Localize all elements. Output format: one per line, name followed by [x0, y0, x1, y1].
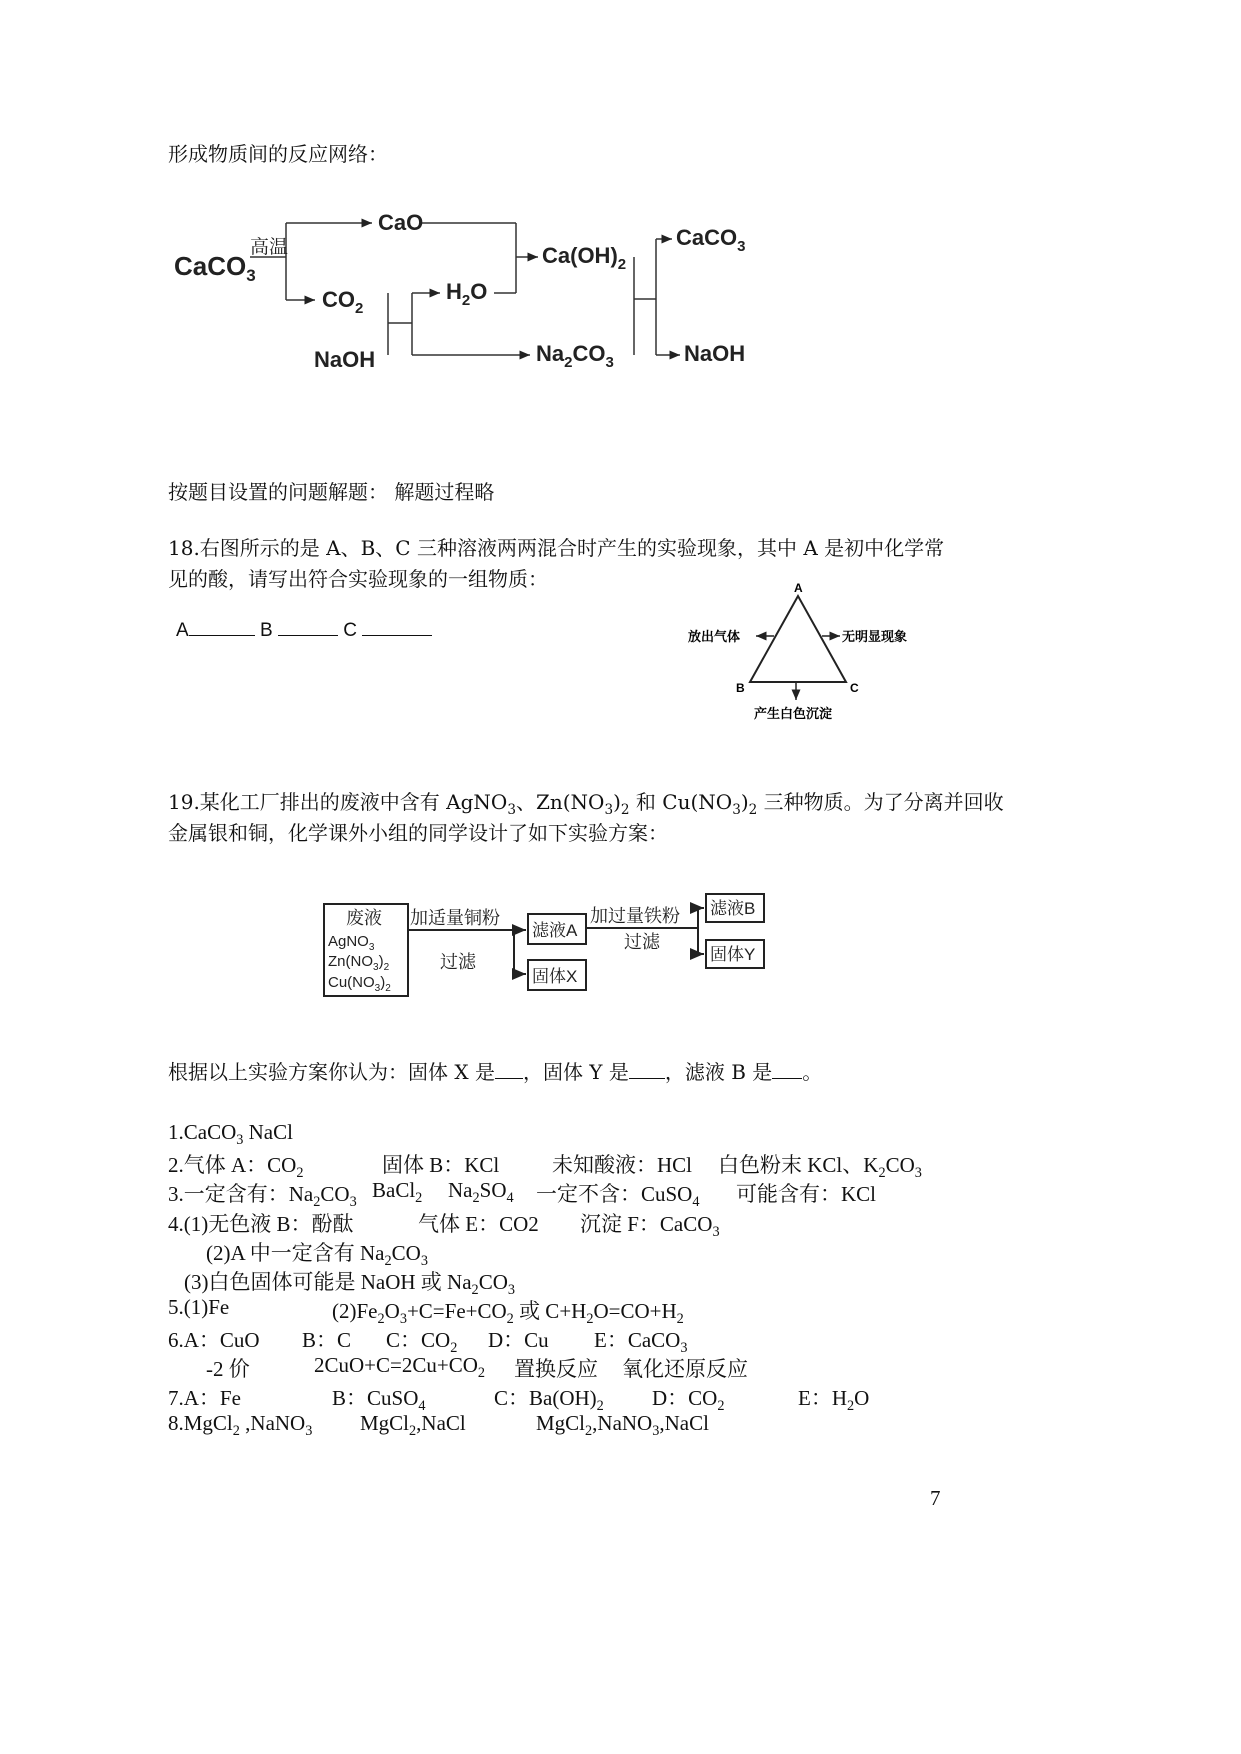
- network-caco3-left: CaCO$_3$: [174, 251, 256, 285]
- tri-right-label: 无明显现象: [842, 630, 908, 645]
- answer-3-excluded: 一定不含：CuSO$_4$: [536, 1182, 700, 1211]
- answer-3-possible: 可能含有：KCl: [736, 1182, 877, 1206]
- answer-5: 5.(1)Fe: [168, 1295, 230, 1319]
- answer-7-c: C：$Ba(OH)_2$: [494, 1386, 604, 1415]
- answer-5-2: $(2)Fe_2O_3+C=Fe+CO_2$ 或 $C+H_2O=CO+H_2$: [332, 1299, 684, 1328]
- tri-label-b: B: [736, 681, 745, 695]
- answer-8-3: MgCl$_2$,NaNO$_3$,NaCl: [536, 1411, 709, 1440]
- answer-6-d: D：Cu: [488, 1328, 549, 1352]
- q18-line1: 18.右图所示的是 A、B、C 三种溶液两两混合时产生的实验现象，其中 A 是初中化学常: [168, 536, 945, 560]
- q19-flow-diagram: [318, 886, 778, 1006]
- tri-label-a: A: [794, 581, 803, 595]
- answer-4-gas: 气体 E：CO2: [418, 1212, 539, 1236]
- blank-solid-y[interactable]: [629, 1060, 665, 1079]
- solve-line: 按题目设置的问题解题： 解题过程略: [168, 480, 495, 504]
- tri-left-label: 放出气体: [688, 630, 741, 645]
- flow-filtrate-a: 滤液A: [532, 921, 578, 940]
- q19-line2: 金属银和铜，化学课外小组的同学设计了如下实验方案：: [168, 821, 668, 845]
- answer-4-3: (3)白色固体可能是 NaOH 或 $Na_2CO_3$: [184, 1270, 516, 1299]
- network-caoh2: $Ca(OH)_2$: [542, 243, 627, 273]
- answer-6-e: E：CaCO$_3$: [594, 1328, 688, 1357]
- answer-3-bacl2: BaCl$_2$: [372, 1178, 423, 1207]
- network-naoh-left: NaOH: [314, 347, 376, 372]
- answer-8-2: MgCl$_2$,NaCl: [360, 1411, 466, 1440]
- answer-6b-equation: $2CuO+C=2Cu+CO_2$: [314, 1353, 486, 1382]
- flow-box1-zn: $Zn(NO_3)_2$: [328, 953, 390, 973]
- flow-step2-bot: 过滤: [624, 932, 660, 952]
- answer-2-solid-b: 固体 B：KCl: [382, 1153, 500, 1177]
- q19-line1: 19.某化工厂排出的废液中含有 AgNO$_3$、$Zn(NO_3)_2$ 和 $Cu(NO_3)_2$ 三种物质。为了分离并回收: [168, 790, 1004, 818]
- answer-6b-type2: 氧化还原反应: [622, 1357, 748, 1381]
- answer-6b-valence: -2 价: [206, 1357, 250, 1381]
- answer-6: 6.A：CuO: [168, 1328, 260, 1352]
- answer-4-precipitate: 沉淀 F：CaCO$_3$: [580, 1212, 720, 1241]
- flow-solid-x: 固体X: [532, 967, 578, 986]
- answer-3: 3.一定含有：$Na_2CO_3$: [168, 1182, 357, 1211]
- answer-1: 1.CaCO$_3$ NaCl: [168, 1120, 293, 1149]
- q18-label-b: B: [259, 620, 273, 641]
- network-h2o: $H_2O$: [446, 279, 488, 309]
- answer-3-na2so4: $Na_2SO_4$: [448, 1178, 514, 1207]
- reaction-network-diagram: [160, 195, 780, 395]
- flow-step1-top: 加适量铜粉: [410, 908, 500, 928]
- network-cao: CaO: [378, 210, 424, 235]
- q19-conclusion: 根据以上实验方案你认为：固体 X 是 ，固体 Y 是 ，滤液 B 是 。: [168, 1060, 823, 1084]
- answer-7-e: E：$H_2O$: [798, 1386, 870, 1415]
- flow-filtrate-b: 滤液B: [710, 899, 756, 918]
- q18-blank-c[interactable]: [362, 617, 432, 636]
- answer-7-b: B：CuSO$_4$: [332, 1386, 426, 1415]
- flow-step1-bot: 过滤: [440, 952, 476, 972]
- answer-2: 2.气体 A：$CO_2$: [168, 1153, 304, 1182]
- intro-text: 形成物质间的反应网络：: [168, 142, 388, 166]
- q18-triangle-diagram: [680, 576, 930, 726]
- network-na2co3: $Na_2CO_3$: [536, 341, 614, 371]
- network-caco3-right: CaCO$_3$: [676, 225, 746, 255]
- q18-answer-line: [176, 617, 432, 642]
- answer-7-d: D：$CO_2$: [652, 1386, 725, 1415]
- tri-bottom-label: 产生白色沉淀: [754, 707, 833, 722]
- network-high-temp: 高温: [250, 236, 289, 258]
- blank-solid-x[interactable]: [495, 1060, 523, 1079]
- flow-box1-title: 废液: [346, 908, 382, 928]
- answer-8: 8.MgCl$_2$ ,NaNO$_3$: [168, 1411, 313, 1440]
- network-naoh-right: NaOH: [684, 341, 746, 366]
- q18-line2: 见的酸，请写出符合实验现象的一组物质：: [168, 567, 548, 591]
- network-co2: $CO_2$: [322, 287, 364, 317]
- flow-step2-top: 加过量铁粉: [590, 906, 680, 926]
- answer-7: 7.A：Fe: [168, 1386, 241, 1410]
- answer-6-b: B：C: [302, 1328, 352, 1352]
- q18-blank-a[interactable]: [189, 617, 255, 636]
- flow-box1-cu: $Cu(NO_3)_2$: [328, 974, 391, 994]
- answer-6b-type1: 置换反应: [514, 1357, 598, 1381]
- answer-2-acid: 未知酸液：HCl: [552, 1153, 693, 1177]
- q18-blank-b[interactable]: [278, 617, 338, 636]
- tri-label-c: C: [850, 681, 859, 695]
- answer-4: 4.(1)无色液 B：酚酞: [168, 1212, 354, 1236]
- answer-4-2: (2)A 中一定含有 $Na_2CO_3$: [206, 1241, 428, 1270]
- page-number: 7: [930, 1486, 941, 1510]
- answer-6-c: C：$CO_2$: [386, 1328, 458, 1357]
- flow-solid-y: 固体Y: [710, 945, 756, 964]
- q18-label-c: C: [343, 620, 357, 641]
- q18-label-a: A: [176, 620, 189, 641]
- answer-2-powder: 白色粉末 KCl、$K_2CO_3$: [718, 1153, 922, 1182]
- blank-filtrate-b[interactable]: [772, 1060, 802, 1079]
- flow-box1-agno3: AgNO$_3$: [328, 933, 375, 953]
